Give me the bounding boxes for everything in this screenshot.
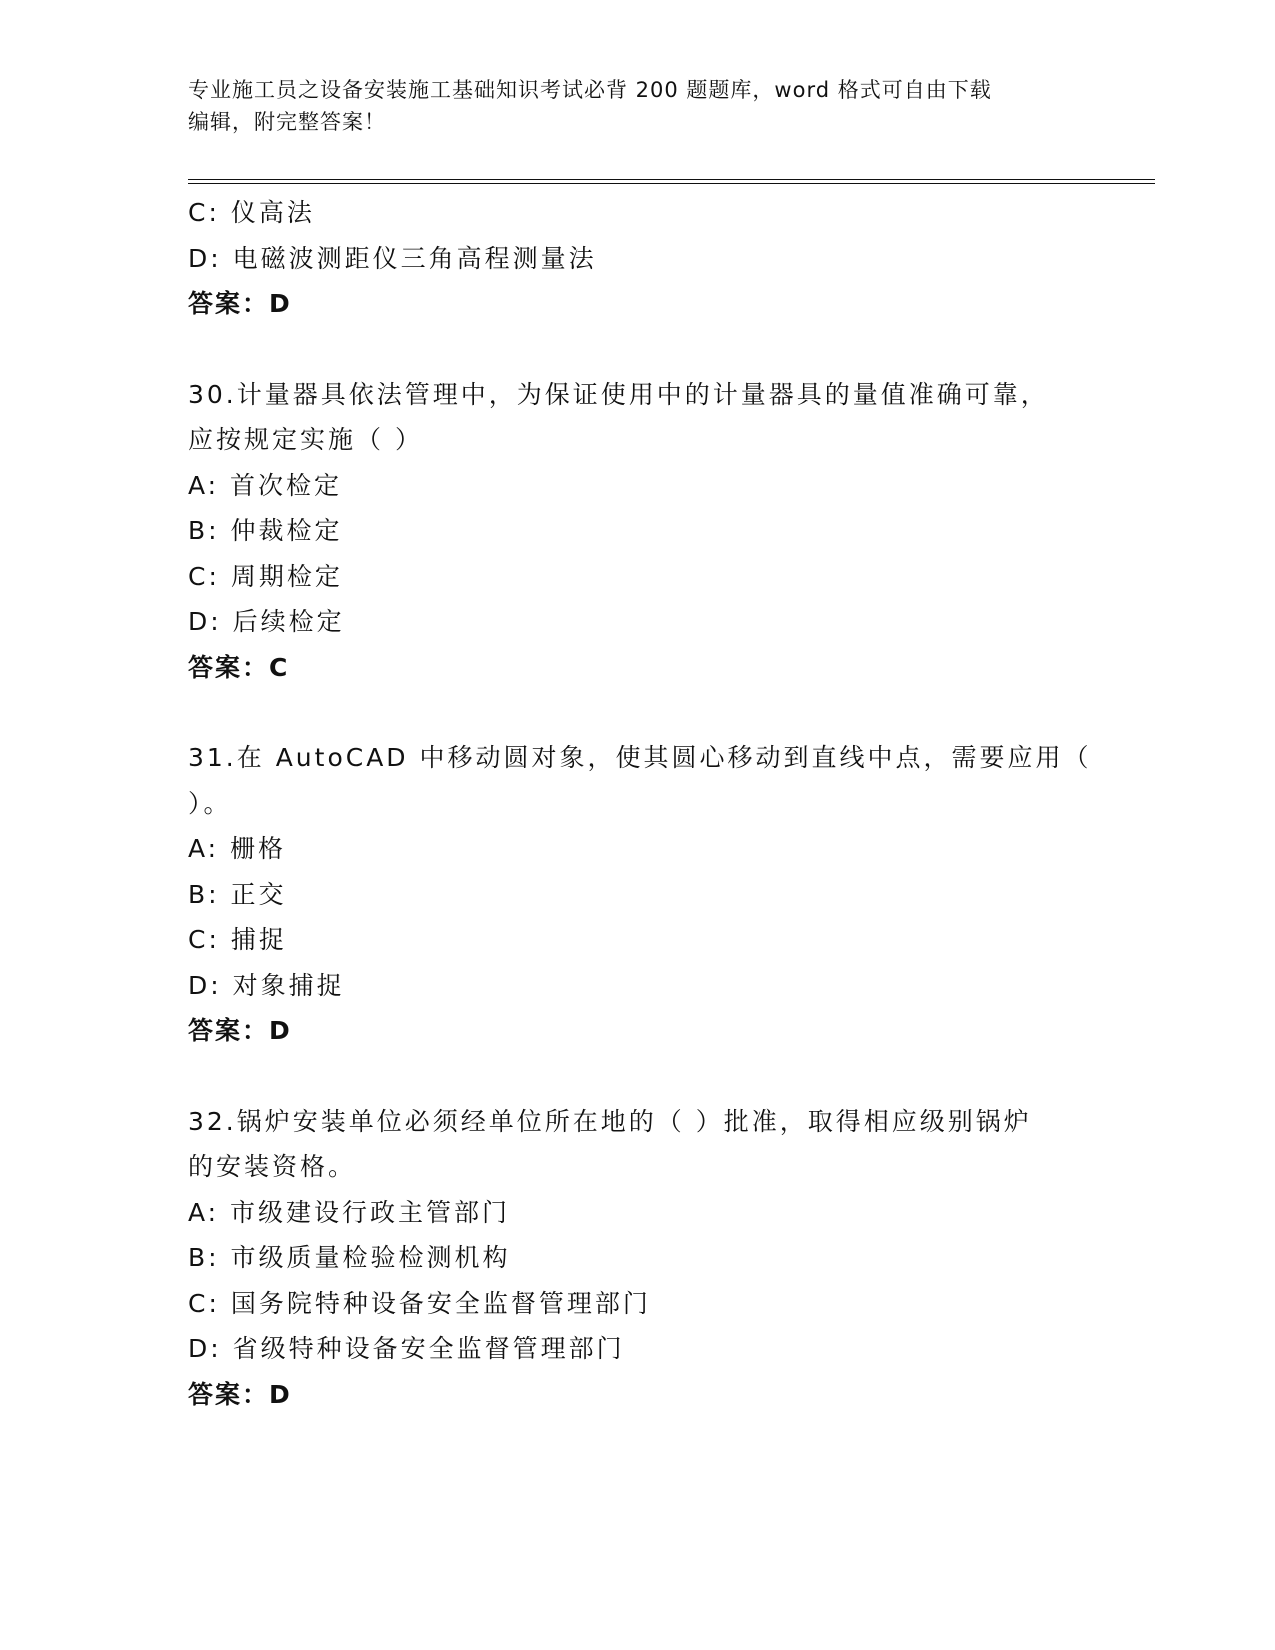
- question-30: [188, 372, 1088, 691]
- option-c: C: 捕捉: [188, 925, 287, 954]
- header-rule-top: [188, 179, 1155, 180]
- answer-line: 答案：C: [188, 652, 290, 682]
- question-stem-line-1: 32.锅炉安装单位必须经单位所在地的（ ）批准，取得相应级别锅炉: [188, 1106, 1032, 1136]
- option-a: A: 栅格: [188, 834, 287, 863]
- question-spacer: [188, 327, 1088, 372]
- option-a: A: 市级建设行政主管部门: [188, 1197, 511, 1227]
- option-c: C: 仪高法: [188, 198, 315, 227]
- option-d: D: 省级特种设备安全监督管理部门: [188, 1334, 625, 1363]
- option-d: D: 电磁波测距仪三角高程测量法: [188, 243, 597, 273]
- option-b: B: 市级质量检验检测机构: [188, 1243, 511, 1272]
- question-stem-line-2: 应按规定实施（ ）: [188, 425, 423, 454]
- option-c: C: 国务院特种设备安全监督管理部门: [188, 1288, 651, 1318]
- option-d: D: 对象捕捉: [188, 970, 345, 1000]
- answer-line: 答案：D: [188, 289, 292, 318]
- question-stem-line-1: 31.在 AutoCAD 中移动圆对象，使其圆心移动到直线中点，需要应用（: [188, 743, 1092, 772]
- option-a: A: 首次检定: [188, 470, 343, 500]
- header-title-line-1: 专业施工员之设备安装施工基础知识考试必背 200 题题库，word 格式可自由下载: [188, 78, 992, 102]
- question-spacer: [188, 690, 1088, 735]
- answer-line: 答案：D: [188, 1379, 292, 1409]
- question-29-continued: [188, 190, 1088, 327]
- question-stem-line-2: 的安装资格。: [188, 1152, 357, 1181]
- option-c: C: 周期检定: [188, 561, 343, 591]
- question-spacer: [188, 1054, 1088, 1099]
- question-stem-line-2: ）。: [188, 788, 232, 818]
- question-content: [188, 190, 1092, 1417]
- option-b: B: 仲裁检定: [188, 516, 343, 545]
- header-title-line-2: 编辑，附完整答案！: [188, 110, 386, 134]
- header-rule-bottom: [188, 183, 1155, 184]
- question-stem-line-1: 30.计量器具依法管理中，为保证使用中的计量器具的量值准确可靠，: [188, 379, 1049, 409]
- option-b: B: 正交: [188, 879, 287, 909]
- page-header: [188, 74, 1068, 138]
- question-31: [188, 735, 1092, 1054]
- option-d: D: 后续检定: [188, 607, 345, 636]
- question-32: [188, 1099, 1088, 1418]
- answer-line: 答案：D: [188, 1016, 292, 1045]
